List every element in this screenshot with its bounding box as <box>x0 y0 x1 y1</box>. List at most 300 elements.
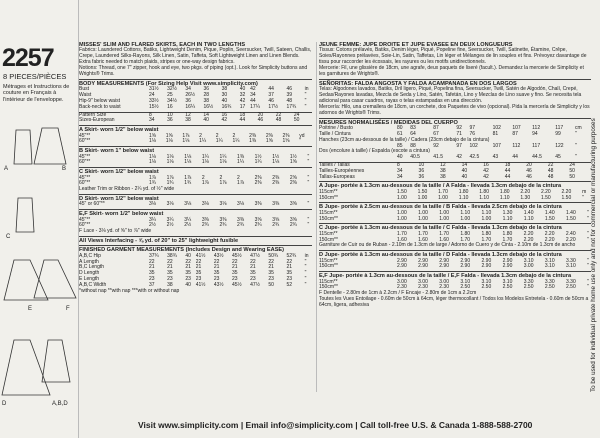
cell: " <box>304 281 307 288</box>
es-merceria: Mercería: Hilo, una cremallera de 18cm, un corchete, dos Paquetes de vivo (opcional). Pida la mercería de Simplicity y los adornos de Wrights® Trims. <box>319 104 590 116</box>
cell: 2.20 <box>561 188 572 195</box>
cell: 32 <box>239 92 246 99</box>
cell: 3.00 <box>418 278 428 285</box>
cell: 3¼ <box>184 216 192 223</box>
cell: 1¼ <box>254 159 262 166</box>
french-spanish-panel <box>316 42 591 392</box>
cell: " <box>299 138 301 145</box>
cell: 23 <box>149 275 155 282</box>
cell: 87 <box>433 125 439 132</box>
cell: in <box>304 86 309 93</box>
cell: 2.20 <box>540 188 551 195</box>
cell: 1½ <box>272 153 280 160</box>
cell: 1.00 <box>438 194 448 201</box>
view-label-d: D <box>2 401 7 407</box>
row-label: 45" or 60"** <box>79 201 105 208</box>
cell: 2.50 <box>523 284 534 291</box>
cell: 16½ <box>203 103 214 110</box>
row-label: A,B,C Hip <box>79 252 101 259</box>
row-label: Garniture de Cuir ou de Ruban - 2.10m de 1.3cm de large / Adorno de Cuero y de Cinta - 2.10m de 1.3cm de ancho <box>319 242 576 249</box>
cell: 2½ <box>166 222 174 229</box>
cell: 21 <box>213 264 220 271</box>
section-table <box>79 202 312 208</box>
cell: 1⅞ <box>201 180 209 187</box>
cell: 1.80 <box>502 230 513 237</box>
section-heading: E,F Skirt- worn 1/2" below waist <box>79 209 312 217</box>
cell: 1¼ <box>232 138 240 145</box>
cell: 34 <box>397 173 403 180</box>
cell: 1.80 <box>499 188 510 195</box>
row-label: 45"** <box>79 132 91 139</box>
table-row <box>319 217 591 223</box>
row-label <box>319 155 397 161</box>
cell: 23 <box>232 275 238 282</box>
view-label-c: C <box>6 234 11 240</box>
cell: 2.90 <box>397 257 407 264</box>
view-label-f: F <box>66 306 70 312</box>
cell: 22 <box>149 258 155 265</box>
cell: 37 <box>268 92 274 99</box>
row-label: 60"** <box>79 138 91 145</box>
row-label: A Length <box>79 258 99 265</box>
cell: 42.5 <box>469 154 480 161</box>
row-label: Hip-9" below waist <box>79 97 120 104</box>
cell: " <box>307 222 310 229</box>
cell: 1.30 <box>502 209 513 216</box>
cell: 112 <box>512 142 521 149</box>
cell: " <box>587 209 589 216</box>
cell: 102 <box>469 142 478 149</box>
view-label-a: A <box>4 166 9 172</box>
cell: 45 <box>555 154 561 161</box>
cell: 40 <box>185 252 191 259</box>
cell: 34 <box>250 92 256 99</box>
cell: 38 <box>167 281 173 288</box>
section-heading: B Skirt- worn 1" below waist <box>79 146 312 154</box>
cell: 3.10 <box>566 263 576 270</box>
section-table <box>319 232 591 249</box>
cell: " <box>307 159 310 166</box>
cell: 1.60 <box>418 236 428 243</box>
side-text: To be used for individual private home use only and not for commercial or manufacturing purposes <box>590 118 597 392</box>
cell: 2⅜ <box>265 132 273 139</box>
cell: 39 <box>286 92 293 99</box>
cell: 107 <box>492 142 501 149</box>
cell: 3.30 <box>566 257 576 264</box>
cell: 3.30 <box>523 278 534 285</box>
cell: 102 <box>492 125 501 132</box>
cell: 42 <box>239 97 246 104</box>
cell: 1⅛ <box>149 159 156 166</box>
fr-mercerie: Mercerie: Fil, une glissière de 18cm, une agrafe, deux paquets de liseré (facult.). Demandez la mercerie de Simplicity et les garnitures de Wrights®. <box>319 65 584 78</box>
en-footnote: *without nap **with nap ***with or without nap <box>79 287 180 294</box>
cell: " <box>304 103 307 110</box>
cell: 1¼ <box>215 138 223 145</box>
cell: " <box>587 284 589 291</box>
cell: 1.30 <box>520 194 531 201</box>
row-label: Dos (encolure à taille) / Espalda (escote a cintura) <box>319 148 430 155</box>
table-row <box>319 196 591 202</box>
cell: 38 <box>203 97 210 104</box>
cell: 48 <box>547 173 554 180</box>
cell: 44 <box>250 97 256 104</box>
cell: " <box>307 174 310 181</box>
row-label: Pattern Size <box>79 111 107 118</box>
cell: 2¾ <box>254 222 262 229</box>
cell: " <box>586 236 589 243</box>
cell: 42 <box>221 117 227 124</box>
cell: 2⅜ <box>282 132 290 139</box>
cell: 88 <box>410 142 416 149</box>
cell: 3⅝ <box>272 216 280 223</box>
cell: 36 <box>203 86 210 93</box>
cell: 3⅝ <box>289 201 297 208</box>
cell: 35 <box>250 270 256 277</box>
cell: 3.00 <box>523 263 534 270</box>
cell: 1.70 <box>439 230 449 237</box>
row-label: 150cm** <box>319 284 338 291</box>
cell: 1⅝ <box>282 138 290 145</box>
section-table <box>319 211 591 223</box>
cell: 80 <box>397 125 403 132</box>
side-disclaimer <box>586 40 600 400</box>
cell: 1.40 <box>523 209 534 216</box>
cell: 44 <box>504 173 511 180</box>
cell: 1.00 <box>460 215 471 222</box>
row-label: 60"** <box>79 222 91 229</box>
row-label: F Lace - 3⅛ yd. of ⅝" to ⅞" wide <box>79 228 152 235</box>
cell: 2.90 <box>397 263 407 270</box>
cell: 41.5 <box>433 154 443 161</box>
cell: 1¼ <box>219 153 227 160</box>
cell: 24 <box>569 162 575 169</box>
cell: 2.20 <box>544 236 555 243</box>
cell: " <box>587 257 589 264</box>
cell: 1¼ <box>201 153 209 160</box>
cell: 71 <box>456 131 462 138</box>
cell: 2.50 <box>460 284 471 291</box>
row-label: Poitrine / Busto <box>319 125 353 132</box>
cell: 1¾ <box>184 180 192 187</box>
metrage-table <box>319 181 591 291</box>
cell: 44 <box>268 86 274 93</box>
cell: 1½ <box>289 153 297 160</box>
cell: 3⅜ <box>272 201 280 208</box>
cell: m <box>582 188 587 195</box>
size-table <box>79 112 312 125</box>
cell: 2.90 <box>439 257 449 264</box>
cell: 1⅞ <box>182 132 190 139</box>
cell: 21 <box>232 264 238 271</box>
cell: 34 <box>397 167 403 174</box>
cell: " <box>307 201 310 208</box>
row-label: 150cm** <box>319 263 338 270</box>
section-table <box>79 218 312 235</box>
cell: 1.10 <box>499 194 510 201</box>
cell: 85 <box>397 142 403 149</box>
cell: 2.50 <box>566 284 576 291</box>
table-row <box>79 118 312 124</box>
en-notions: Notions: Thread, one 7" zipper, hook and eye, two pkgs. of piping (opt.). Look for Simplicity buttons and Wrights® Trims. <box>79 65 308 78</box>
cell: 2¾ <box>201 222 209 229</box>
cell: 1⅛ <box>272 159 280 166</box>
cell: 1.10 <box>479 194 489 201</box>
cell: 46 <box>526 173 532 180</box>
cell: 3.10 <box>460 278 471 285</box>
mesures-heading: MESURES NORMALISÉES / MEDIDAS DEL CUERPO <box>319 118 591 126</box>
cell: 1⅛ <box>201 159 209 166</box>
cell: 2.30 <box>418 284 428 291</box>
row-label: Taille / Cintura <box>319 131 351 138</box>
mesures-table <box>319 126 591 161</box>
cell: " <box>587 215 589 222</box>
cell: 33½ <box>149 97 159 104</box>
cell: 2⅜ <box>249 132 257 139</box>
row-label: 45"** <box>79 216 91 223</box>
section-heading: A Jupe- portée à 1.3cm au-dessous de la taille / A Falda - llevada 1.3cm debajo de la cintura <box>319 181 591 189</box>
cell: 40 <box>397 154 403 161</box>
cell: 22 <box>232 258 238 265</box>
cell: 64 <box>410 131 416 138</box>
cell: 2.90 <box>460 263 471 270</box>
cell: 97 <box>456 142 462 149</box>
cell: 2.90 <box>418 257 428 264</box>
skirt-c-drawing <box>16 198 34 232</box>
cell: 2⅝ <box>289 174 297 181</box>
cell: 44 <box>239 117 246 124</box>
view-label-abd: A,B,D <box>52 401 68 407</box>
cell: 107 <box>512 125 521 132</box>
cell: 42 <box>483 167 489 174</box>
row-label: D Length <box>79 270 100 277</box>
cell: 44 <box>512 154 518 161</box>
cell: 2 <box>199 132 202 139</box>
cell: 1.80 <box>460 230 471 237</box>
cell: 3⅛ <box>219 201 227 208</box>
row-label: 60"** <box>79 180 91 187</box>
cell: 1.80 <box>479 188 489 195</box>
row-label: Sizes-European <box>79 117 115 124</box>
cell: 1⅛ <box>184 153 192 160</box>
cell: 41½ <box>195 281 206 288</box>
view-label-e: E <box>28 306 33 312</box>
cell: 17¾ <box>286 103 297 110</box>
cell: 67 <box>433 131 439 138</box>
cell: 1⅛ <box>184 159 192 166</box>
cell: 22 <box>213 258 220 265</box>
cell: 23 <box>286 275 293 282</box>
cell: " <box>586 230 589 237</box>
cell: 35 <box>268 270 274 277</box>
cell: 2¾ <box>219 222 227 229</box>
cell: 2.90 <box>481 263 492 270</box>
row-label: Bust <box>79 86 90 93</box>
yardage-table <box>79 125 312 244</box>
cell: 1⅛ <box>166 159 174 166</box>
cell: 1⅞ <box>149 174 156 181</box>
cell: 1.50 <box>417 188 428 195</box>
cell: " <box>304 258 307 265</box>
cell: 14 <box>203 111 209 118</box>
cell: 36 <box>185 97 191 104</box>
cell: 1.00 <box>481 215 492 222</box>
cell: 1.00 <box>397 209 407 216</box>
cell: 3¼ <box>149 216 156 223</box>
cell: 18 <box>504 162 511 169</box>
cell: 2.30 <box>439 284 449 291</box>
cell: " <box>574 131 577 138</box>
cell: 22 <box>167 258 173 265</box>
cell: 22 <box>268 258 274 265</box>
cell: 38¾ <box>167 252 177 259</box>
row-label: 60"** <box>79 159 91 166</box>
section-heading: D Skirt- worn 1/2" below waist <box>79 194 312 202</box>
cell: 2.20 <box>565 236 576 243</box>
cell: 117 <box>555 125 564 132</box>
cell: 12 <box>440 162 446 169</box>
row-label: 115cm** <box>319 188 338 195</box>
cell: " <box>304 92 307 99</box>
cell: 2¾ <box>289 222 297 229</box>
cell: 1.10 <box>523 215 534 222</box>
cell: 97 <box>469 125 476 132</box>
cell: 1.70 <box>502 236 513 243</box>
en-title: MISSES' SLIM AND FLARED SKIRTS, EACH IN TWO LENGTHS <box>79 42 246 48</box>
cell: 112 <box>532 125 541 132</box>
table-row <box>79 229 312 235</box>
cell: 2¾ <box>272 222 280 229</box>
cell: 28 <box>203 92 210 99</box>
table-row <box>319 264 591 270</box>
cell: 46 <box>526 167 532 174</box>
cell: 2.90 <box>502 257 513 264</box>
cell: 21 <box>268 264 274 271</box>
row-label: Leather Trim or Ribbon - 2¼ yd. of ½" wide <box>79 186 175 193</box>
cell: 3.10 <box>544 257 555 264</box>
cell: 1⅝ <box>149 132 156 139</box>
cell: 2.90 <box>460 257 471 264</box>
cell: 35 <box>195 270 202 277</box>
row-label: Back-neck to waist <box>79 103 121 110</box>
cell: 2.50 <box>481 284 492 291</box>
cell: 1⅞ <box>219 180 227 187</box>
cell: 22 <box>275 111 282 118</box>
row-label: 150cm** <box>319 215 338 222</box>
row-label: A,B,C Width <box>79 281 107 288</box>
cell: 38 <box>185 117 191 124</box>
cell: " <box>587 278 589 285</box>
cell: yd <box>299 132 305 139</box>
table-row <box>79 160 312 166</box>
body-measurements-table <box>79 87 312 110</box>
cell: 40 <box>239 86 246 93</box>
cell: 38 <box>221 86 228 93</box>
cell: " <box>307 153 310 160</box>
cell: 46 <box>286 86 293 93</box>
section-table <box>79 176 312 193</box>
cell: 83 <box>410 125 416 132</box>
cell: 22 <box>547 162 554 169</box>
section-heading: E,F Jupe- portée à 1.3cm au-dessous de la taille / E,F Falda - llevada 1.3cm debajo de la cintura <box>319 271 591 279</box>
cell: 31½ <box>149 86 159 93</box>
row-label: 150cm** <box>319 194 338 201</box>
cell: 17 <box>239 103 246 110</box>
row-label: 115cm** <box>319 278 338 285</box>
cell: 50 <box>268 281 274 288</box>
cell: 23 <box>167 275 173 282</box>
cell: 1⅛ <box>149 153 156 160</box>
cell: 43 <box>492 154 499 161</box>
tailles-table <box>319 162 591 180</box>
cell: " <box>582 194 584 201</box>
cell: 42 <box>250 86 256 93</box>
cell: 36 <box>167 117 173 124</box>
cell: 92 <box>456 125 462 132</box>
cell: 1.70 <box>481 236 492 243</box>
cell: 1⅞ <box>184 174 192 181</box>
section-heading: D Jupe- portée à 1.3cm au-dessous de la taille / D Falda - llevada 1.3cm debajo de la cintura <box>319 250 591 258</box>
cell: 34 <box>185 86 191 93</box>
cell: 99 <box>555 131 561 138</box>
cell: 1.80 <box>481 230 492 237</box>
cell: 1.50 <box>544 215 555 222</box>
cell: 2⅜ <box>272 174 280 181</box>
cell: 2¾ <box>237 222 244 229</box>
cell: 45½ <box>232 252 242 259</box>
row-label: 115cm** <box>319 257 338 264</box>
cell: 20 <box>257 111 264 118</box>
cell: 3.10 <box>502 278 513 285</box>
cell: 3.00 <box>397 278 407 285</box>
cell: 16 <box>483 162 489 169</box>
cell: 21 <box>250 264 256 271</box>
fr-tissus: Tissus: Cotons prélavés, Batiks, Denim léger, Piqué, Popeline fine, Seersucker, Twill, Satinette, Étamine, Crêpe, Soies/Rayonnes prélavées, Soie-Lin, Satin, Taffetas, Lin léger et Mélanges de lin souples et fins. Prévoyez davantage de tissu pour raccorder les écossais, les rayures ou les motifs unidirectionnels. <box>319 47 587 66</box>
fr-dentelle: F Dentelle - 2.80m de 1cm à 2.2cm / F Encaje - 2.80m de 1cm a 2.2cm <box>319 290 477 297</box>
cell: 1⅛ <box>219 159 227 166</box>
cell: 1.70 <box>460 236 471 243</box>
cell: 1.00 <box>439 215 449 222</box>
cell: 35 <box>213 270 220 277</box>
cell: 2⅜ <box>289 180 297 187</box>
cell: 1.60 <box>439 236 449 243</box>
cell: 1.70 <box>438 188 448 195</box>
row-label: Tallas-Europeas <box>319 173 355 180</box>
cell: 2.20 <box>523 230 534 237</box>
footer <box>0 392 600 438</box>
section-table <box>319 259 591 271</box>
cell: 21 <box>149 264 155 271</box>
cell: 3⅜ <box>254 201 262 208</box>
cell: 36 <box>418 173 425 180</box>
cell: 1⅜ <box>237 153 244 160</box>
finished-table <box>79 254 312 289</box>
cell: 2½ <box>184 222 192 229</box>
cell: 48 <box>286 97 293 104</box>
cell: 38 <box>440 167 446 174</box>
cell: 37 <box>149 281 155 288</box>
cell: 1.50 <box>566 215 576 222</box>
cell: 1¾ <box>166 180 174 187</box>
cell: 2.20 <box>520 188 531 195</box>
cell: 48 <box>275 117 282 124</box>
cell: 3.30 <box>566 278 576 285</box>
cell: 2⅜ <box>272 180 280 187</box>
cell: 3⅜ <box>219 216 227 223</box>
cell: 34½ <box>167 97 177 104</box>
footer-contact[interactable]: Visit www.simplicity.com | Email info@simplicity.com | Call toll-free U.S. & Canada 1-888-588-2700 <box>138 420 533 430</box>
cell: 3⅜ <box>201 216 209 223</box>
section-heading: A Skirt- worn 1/2" below waist <box>79 125 312 133</box>
